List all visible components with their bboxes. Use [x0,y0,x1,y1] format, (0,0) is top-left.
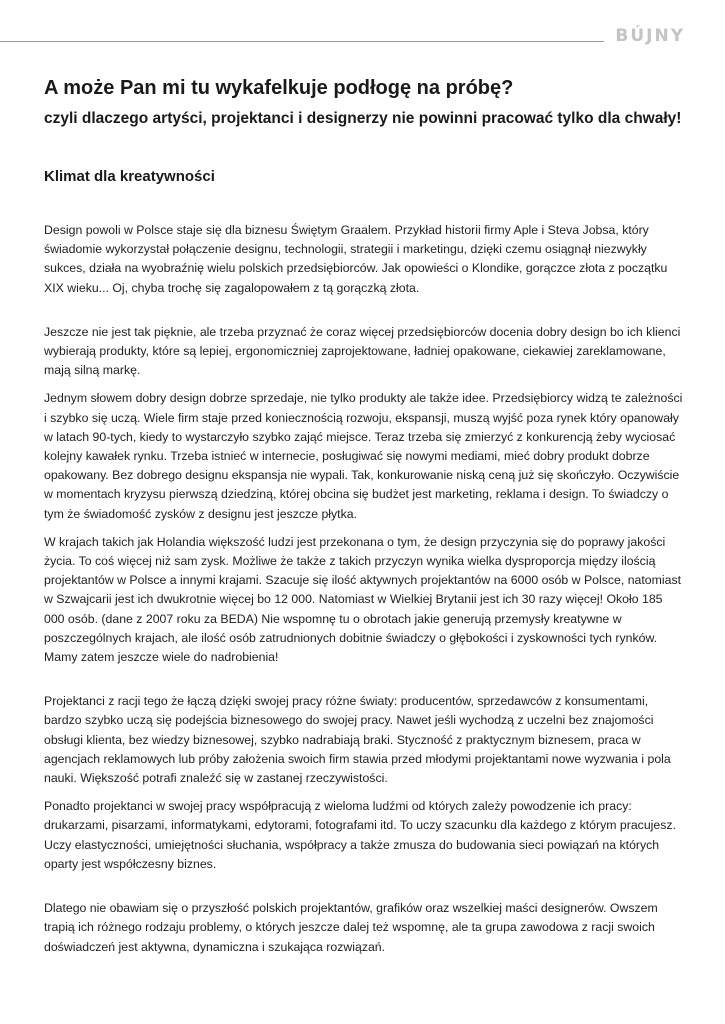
article-body [44,221,686,957]
paragraph: Jeszcze nie jest tak pięknie, ale trzeba przyznać że coraz więcej przedsiębiorców docenia dobry design bo ich klienci wybierają produkty, które są lepiej, ergonomiczniej zaprojektowane, ładniej opakowane, ciekawiej zareklamowane, mają silną markę. [44,324,681,378]
paragraph: Dlatego nie obawiam się o przyszłość polskich projektantów, grafików oraz wszelkiej maści designerów. Owszem trapią ich różnego rodzaju problemy, o których jeszcze dalej też wspomnę, ale ta grupa zawodowa z racji swoich doświadczeń jest aktywna, dynamiczna i szukająca rozwiązań. [44,901,658,954]
paragraph: Design powoli w Polsce staje się dla biznesu Świętym Graalem. Przykład historii firmy Aple i Steva Jobsa, który świadomie wykorzystał połączenie designu, technologii, strategii i marketingu, dzięki czemu osiągnął niezwykły sukces, działa na wyobraźnię wielu polskich przedsiębiorców. Jak opowieści o Klondike, gorączce złota z początku XIX wieku... Oj, chyba trochę się zagalopowałem z tą gorączką złota. [44,223,668,295]
article-subtitle: czyli dlaczego artyści, projektanci i designerzy nie powinni pracować tylko dla chwały! [44,110,682,127]
paragraph: W krajach takich jak Holandia większość ludzi jest przekonana o tym, że design przyczynia się do poprawy jakości życia. To coś więcej niż sam zysk. Możliwe że także z takich przyczyn wynika wielka dysproporcja między ilością projektantów w Polsce a innymi krajami. Szacuje się ilość aktywnych projektantów na 6000 osób w Polsce, natomiast w Szwajcarii jest ich dwukrotnie więcej bo 12 000. Natomiast w Wielkiej Brytanii jest ich 30 razy więcej! Około 185 000 osób. (dane z 2007 roku za BEDA) Nie wspomnę tu o obrotach jakie generują przemysły kreatywne w poszczególnych krajach, ale ilość osób zatrudnionych dobitnie świadczy o głębokości i zyskowności tych rynków. Mamy zatem jeszcze wiele do nadrobienia! [44,534,682,665]
header-rule [0,41,604,42]
section-heading: Klimat dla kreatywności [44,168,215,185]
paragraph: Jednym słowem dobry design dobrze sprzedaje, nie tylko produkty ale także idee. Przedsiębiorcy widzą te zależności i szybko się uczą. Wiele firm staje przed koniecznością rozwoju, ekspansji, muszą wyjść poza rynek który opanowały w latach 90-tych, kiedy to wystarczyło szybko zająć miejsce. Teraz trzeba się zmierzyć z konkurencją żeby wyciosać kolejny kawałek rynku. Trzeba istnieć w internecie, posługiwać się nowymi mediami, mieć dobry produkt dobrze opakowany. Bez dobrego designu ekspansja nie wypali. Tak, konkurowanie niską ceną już się skończyło. Oczywiście w momentach kryzysu pierwszą dziedziną, której obcina się budżet jest marketing, reklama i design. To świadczy o tym że świadomość zysków z designu jest jeszcze płytka. [44,391,683,521]
paragraph: Projektanci z racji tego że łączą dzięki swojej pracy różne światy: producentów, sprzedawców z konsumentami, bardzo szybko uczą się podejścia biznesowego do swojej pracy. Nawet jeśli wychodzą z uczelni bez znajomości obsługi klienta, bez wiedzy biznesowej, szybko nadrabiają braki. Styczność z praktycznym biznesem, praca w agencjach reklamowych lub próby założenia swoich firm stawia przed młodymi projektantami nowe wyzwania i pola nauki. Większość potrafi znaleźć się w zastanej rzeczywistości. [44,694,671,786]
paragraph: Ponadto projektanci w swojej pracy współpracują z wieloma ludźmi od których zależy powodzenie ich pracy: drukarzami, pisarzami, informatykami, edytorami, fotografami itd. To uczy szacunku dla każdego z którym pracujesz. Uczy elastyczności, umiejętności słuchania, współpracy a także zmusza do budowania sieci powiązań na których oparty jest współczesny biznes. [44,799,676,871]
article-title: A może Pan mi tu wykafelkuje podłogę na próbę? [44,77,514,99]
article [44,76,686,957]
brand-logo: BÚJNY [615,26,685,46]
